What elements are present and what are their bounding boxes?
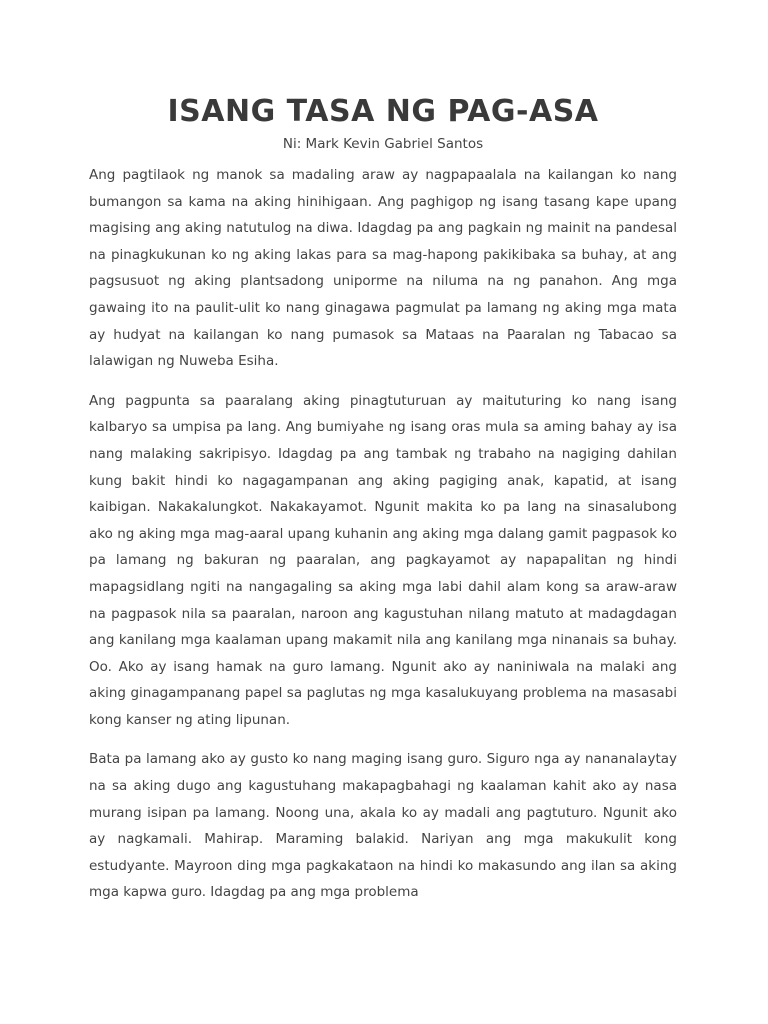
paragraph-3: Bata pa lamang ako ay gusto ko nang maging isang guro. Siguro nga ay nananalaytay na sa aking dugo ang kagustuhang makapagbahagi ng kaalaman kahit ako ay nasa murang isipan pa lamang. Noong una, akala ko ay madali ang pagtuturo. Ngunit ako ay nagkamali. Mahirap. Maraming balakid. Nariyan ang mga makukulit kong estudyante. Mayroon ding mga pagkakataon na hindi ko makasundo ang ilan sa aking mga kapwa guro. Idagdag pa ang mga problema [89, 751, 677, 901]
document-author: Ni: Mark Kevin Gabriel Santos [282, 136, 484, 152]
document-page [89, 92, 677, 919]
paragraph-2: Ang pagpunta sa paaralang aking pinagtuturuan ay maituturing ko nang isang kalbaryo sa umpisa pa lang. Ang bumiyahe ng isang oras mula sa aming bahay ay isa nang malaking sakripisyo. Idagdag pa ang tambak ng trabaho na nagiging dahilan kung bakit hindi ko nagagampanan ang aking pagiging anak, kapatid, at isang kaibigan. Nakakalungkot. Nakakayamot. Ngunit makita ko pa lang na sinasalubong ako ng aking mga mag-aaral upang kuhanin ang aking mga dalang gamit pagpasok ko pa lamang ng bakuran ng paaralan, ang pagkayamot ay napapalitan ng hindi mapagsidlang ngiti na nangagaling sa aking mga labi dahil alam kong sa araw-araw na pagpasok nila sa paaralan, naroon ang kagustuhan nilang matuto at madagdagan ang kanilang mga kaalaman upang makamit nila ang kanilang mga ninanais sa buhay. Oo. Ako ay isang hamak na guro lamang. Ngunit ako ay naniniwala na malaki ang aking ginagampanang papel sa paglutas ng mga kasalukuyang problema na masasabi kong kanser ng ating lipunan. [89, 392, 677, 728]
paragraph-1: Ang pagtilaok ng manok sa madaling araw ay nagpapaalala na kailangan ko nang bumangon sa kama na aking hinihigaan. Ang paghigop ng isang tasang kape upang magising ang aking natutulog na diwa. Idagdag pa ang pagkain ng mainit na pandesal na pinagkukunan ko ng aking lakas para sa mag-hapong pakikibaka sa buhay, at ang pagsusuot ng aking plantsadong uniporme na niluma na ng panahon. Ang mga gawaing ito na paulit-ulit ko nang ginagawa pagmulat pa lamang ng aking mga mata ay hudyat na kailangan ko nang pumasok sa Mataas na Paaralan ng Tabacao sa lalawigan ng Nuweba Esiha. [89, 167, 677, 370]
document-title: ISANG TASA NG PAG-ASA [167, 94, 599, 129]
